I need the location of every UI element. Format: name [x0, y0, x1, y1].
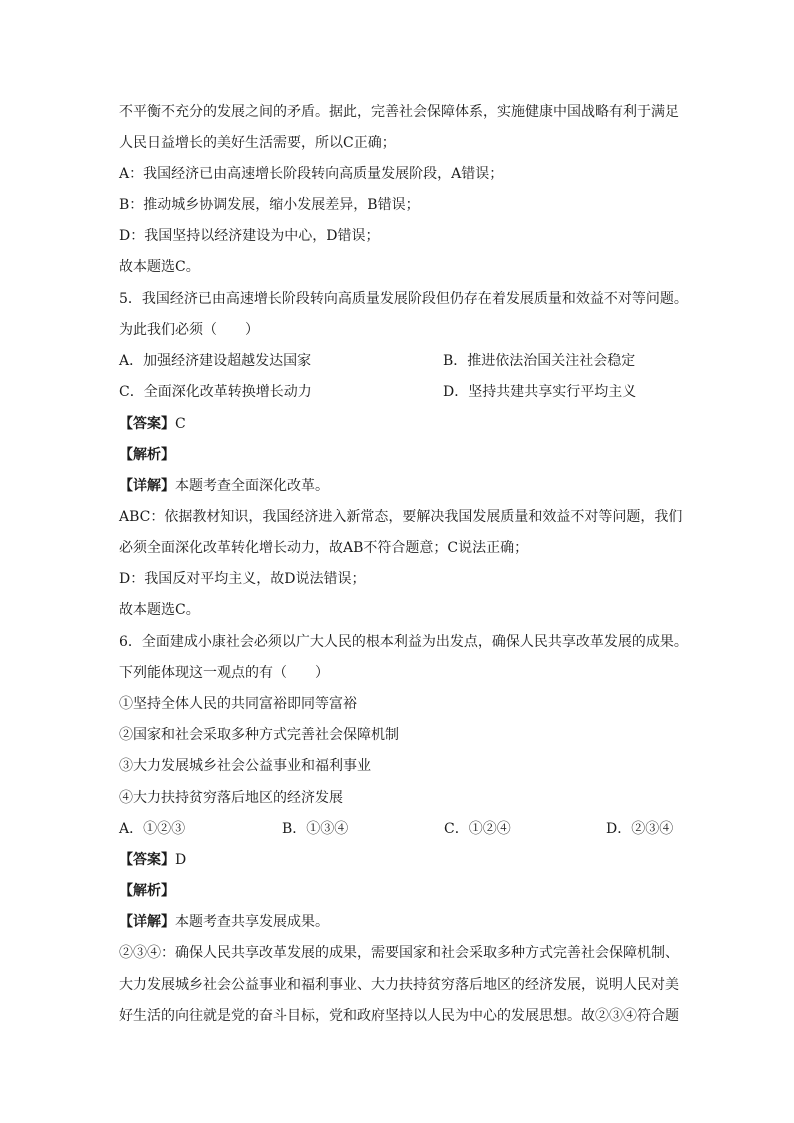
q6-option-d: D．②③④: [606, 821, 674, 837]
answer-value: D: [175, 852, 187, 868]
q6-option-c: C．①②④: [444, 821, 511, 837]
q6-statement: ②国家和社会采取多种方式完善社会保障机制: [119, 727, 399, 743]
q6-analysis-tag: 【解析】: [119, 883, 175, 899]
q5-option-d: D．坚持共建共享实行平均主义: [443, 384, 637, 400]
q6-statement: ④大力扶持贫穷落后地区的经济发展: [119, 790, 343, 806]
q6-statement: ③大力发展城乡社会公益事业和福利事业: [119, 758, 371, 774]
paragraph-line: 故本题选C。: [119, 259, 200, 275]
q6-explain-line: 大力发展城乡社会公益事业和福利事业、大力扶持贫穷落后地区的经济发展，说明人民对美: [119, 977, 679, 993]
q5-analysis-tag: 【解析】: [119, 447, 175, 463]
question-5-stem-cont: 为此我们必须（ ）: [119, 322, 259, 338]
question-6-stem: 6．全面建成小康社会必须以广大人民的根本利益为出发点，确保人民共享改革发展的成果。: [119, 634, 688, 650]
detail-tag: 【详解】: [119, 914, 175, 930]
paragraph-line: D：我国坚持以经济建设为中心，D错误；: [119, 228, 380, 244]
q6-explain-line: ②③④：确保人民共享改革发展的成果，需要国家和社会采取多种方式完善社会保障机制、: [119, 945, 679, 961]
answer-tag: 【答案】: [119, 416, 175, 432]
q5-option-c: C．全面深化改革转换增长动力: [119, 384, 312, 400]
q6-statement: ①坚持全体人民的共同富裕即同等富裕: [119, 696, 357, 712]
q5-detail: 【详解】本题考查全面深化改革。: [119, 478, 329, 494]
q6-detail: 【详解】本题考查共享发展成果。: [119, 914, 329, 930]
q5-explain-line: ABC：依据教材知识，我国经济进入新常态，要解决我国发展质量和效益不对等问题，我们: [119, 509, 683, 525]
paragraph-line: A：我国经济已由高速增长阶段转向高质量发展阶段，A错误；: [119, 166, 504, 182]
question-5-stem: 5．我国经济已由高速增长阶段转向高质量发展阶段但仍存在着发展质量和效益不对等问题。: [119, 291, 688, 307]
q5-explain-line: 故本题选C。: [119, 602, 200, 618]
q5-option-a: A．加强经济建设超越发达国家: [119, 353, 312, 369]
paragraph-line: B：推动城乡协调发展，缩小发展差异，B错误；: [119, 197, 420, 213]
q5-option-b: B．推进依法治国关注社会稳定: [443, 353, 636, 369]
answer-value: C: [175, 416, 186, 432]
detail-tag: 【详解】: [119, 478, 175, 494]
paragraph-line: 不平衡不充分的发展之间的矛盾。据此，完善社会保障体系，实施健康中国战略有利于满足: [119, 104, 679, 120]
q6-answer: [119, 851, 186, 869]
paragraph-line: 人民日益增长的美好生活需要，所以C正确；: [119, 135, 396, 151]
q6-option-a: A．①②③: [119, 821, 186, 837]
q6-option-b: B．①③④: [282, 821, 349, 837]
q5-explain-line: 必须全面深化改革转化增长动力，故AB不符合题意；C说法正确；: [119, 540, 529, 556]
q5-explain-line: D：我国反对平均主义，故D说法错误；: [119, 571, 366, 587]
question-6-stem-cont: 下列能体现这一观点的有（ ）: [119, 665, 329, 681]
q5-answer: [119, 415, 186, 433]
answer-tag: 【答案】: [119, 852, 175, 868]
q6-explain-line: 好生活的向往就是党的奋斗目标，党和政府坚持以人民为中心的发展思想。故②③④符合题: [119, 1008, 679, 1024]
